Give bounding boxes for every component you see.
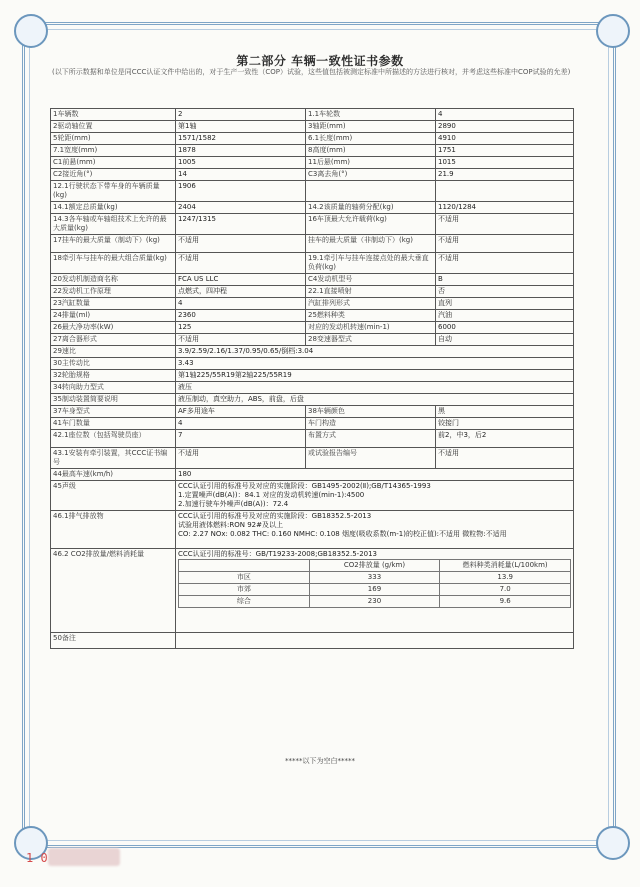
field-label: 11后悬(mm) <box>306 157 436 169</box>
field-value: B <box>436 274 574 286</box>
field-value: 不适用 <box>176 334 306 346</box>
co2-header: CO2排放量 (g/km) <box>309 560 440 572</box>
table-row <box>51 334 574 346</box>
field-label: 35制动装置简要说明 <box>51 394 176 406</box>
co2-cell: 230 <box>309 596 440 608</box>
field-label: 50备注 <box>51 633 176 649</box>
page-number: 1 0 <box>26 851 48 865</box>
table-row <box>51 358 574 370</box>
field-label: 44最高车速(km/h) <box>51 469 176 481</box>
field-label: C2接近角(°) <box>51 169 176 181</box>
table-row <box>51 418 574 430</box>
field-label: 18牵引车与挂车的最大组合质量(kg) <box>51 253 176 274</box>
field-label: 23汽缸数量 <box>51 298 176 310</box>
field-value: 1247/1315 <box>176 214 306 235</box>
field-value: 21.9 <box>436 169 574 181</box>
table-row <box>51 394 574 406</box>
field-value: 1571/1582 <box>176 133 306 145</box>
table-row <box>51 633 574 649</box>
field-value <box>176 549 574 633</box>
emission-line: CO: 2.27 NOx: 0.082 THC: 0.160 NMHC: 0.108 烟度(吸收系数(m-1)的校正值):不适用 微粒物:不适用 <box>178 530 507 538</box>
corner-ornament-icon <box>596 14 630 48</box>
field-value: 第1轴 <box>176 121 306 133</box>
field-value: 否 <box>436 286 574 298</box>
field-label: 46.2 CO2排放量/燃料消耗量 <box>51 549 176 633</box>
field-label: 20发动机制造商名称 <box>51 274 176 286</box>
field-value: 1005 <box>176 157 306 169</box>
field-label: C3离去角(°) <box>306 169 436 181</box>
field-value: FCA US LLC <box>176 274 306 286</box>
co2-header <box>179 560 310 572</box>
field-label: 25燃料种类 <box>306 310 436 322</box>
field-value: AF多用途车 <box>176 406 306 418</box>
table-row <box>51 181 574 202</box>
field-label: 30主传动比 <box>51 358 176 370</box>
field-label: 车门构造 <box>306 418 436 430</box>
field-value: 14 <box>176 169 306 181</box>
table-row <box>51 511 574 549</box>
field-value: 1120/1284 <box>436 202 574 214</box>
field-value: 4 <box>176 298 306 310</box>
table-row <box>51 121 574 133</box>
field-label: 7.1宽度(mm) <box>51 145 176 157</box>
page-title: 第二部分 车辆一致性证书参数 <box>236 54 404 68</box>
table-row <box>51 481 574 511</box>
sound-line: CCC认证引用的标准号及对应的实施阶段：GB1495-2002(Ⅱ);GB/T14365-1993 <box>178 482 431 490</box>
field-label: 28变速器型式 <box>306 334 436 346</box>
field-value: 1751 <box>436 145 574 157</box>
field-label: 或试验报告编号 <box>306 448 436 469</box>
field-label: 14.3各车轴或车轴组技术上允许的最大质量(kg) <box>51 214 176 235</box>
corner-ornament-icon <box>14 14 48 48</box>
co2-cell: 13.9 <box>440 572 571 584</box>
field-value: 3.9/2.59/2.16/1.37/0.95/0.65/倒档:3.04 <box>176 346 574 358</box>
field-value: 前2，中3，后2 <box>436 430 574 448</box>
table-row <box>51 109 574 121</box>
field-label: 29速比 <box>51 346 176 358</box>
co2-standard: CCC认证引用的标准号：GB/T19233-2008;GB18352.5-2013 <box>178 550 378 558</box>
field-value: 1878 <box>176 145 306 157</box>
field-value <box>176 511 574 549</box>
table-row <box>51 370 574 382</box>
field-label <box>306 181 436 202</box>
table-row <box>51 202 574 214</box>
table-row <box>51 469 574 481</box>
co2-cell: 333 <box>309 572 440 584</box>
field-label: 45声级 <box>51 481 176 511</box>
field-value: 4 <box>176 418 306 430</box>
field-value: 不适用 <box>176 253 306 274</box>
field-value: 直列 <box>436 298 574 310</box>
corner-ornament-icon <box>596 826 630 860</box>
field-label: 38车辆颜色 <box>306 406 436 418</box>
field-label: 布置方式 <box>306 430 436 448</box>
field-label: 3轴距(mm) <box>306 121 436 133</box>
field-value: 铰接门 <box>436 418 574 430</box>
field-label: C1前悬(mm) <box>51 157 176 169</box>
spec-table <box>50 108 574 649</box>
co2-cell: 169 <box>309 584 440 596</box>
field-value: 不适用 <box>436 214 574 235</box>
co2-cell: 9.6 <box>440 596 571 608</box>
field-value <box>176 633 574 649</box>
field-label: 27离合器形式 <box>51 334 176 346</box>
field-label: 14.2该质量的轴荷分配(kg) <box>306 202 436 214</box>
table-row <box>51 157 574 169</box>
field-label: 16车顶最大允许载荷(kg) <box>306 214 436 235</box>
field-value: 第1轴225/55R19第2轴225/55R19 <box>176 370 574 382</box>
table-row <box>51 298 574 310</box>
table-row <box>51 430 574 448</box>
field-label: 34转向助力型式 <box>51 382 176 394</box>
field-label: 37车身型式 <box>51 406 176 418</box>
field-label: 22发动机工作原理 <box>51 286 176 298</box>
field-label: 汽缸排列形式 <box>306 298 436 310</box>
sound-line: 2.加速行驶车外噪声(dB(A))：72.4 <box>178 500 289 508</box>
field-value: 液压 <box>176 382 574 394</box>
field-value: 点燃式，四冲程 <box>176 286 306 298</box>
table-row <box>51 169 574 181</box>
field-label: 对应的发动机转速(min-1) <box>306 322 436 334</box>
field-value: 不适用 <box>436 448 574 469</box>
field-label: 6.1长度(mm) <box>306 133 436 145</box>
field-value: 2 <box>176 109 306 121</box>
field-value <box>436 181 574 202</box>
field-value: 汽油 <box>436 310 574 322</box>
field-value: 1015 <box>436 157 574 169</box>
field-value: 2360 <box>176 310 306 322</box>
table-row <box>51 322 574 334</box>
emission-line: CCC认证引用的标准号及对应的实施阶段：GB18352.5-2013 <box>178 512 372 520</box>
co2-header: 燃料种类消耗量(L/100km) <box>440 560 571 572</box>
header-note: (以下所示数据和单位是同CCC认证文件中给出的，对于生产一致性（COP）试验，这些值包括被测定标准中所描述的方法进行核对，并考虑这些标准中COP试验的允差) <box>52 68 571 76</box>
field-label: 8高度(mm) <box>306 145 436 157</box>
field-label: 22.1直接喷射 <box>306 286 436 298</box>
field-value: 自动 <box>436 334 574 346</box>
co2-cell: 综合 <box>179 596 310 608</box>
field-value: 4910 <box>436 133 574 145</box>
blank-below-note: *****以下为空白***** <box>285 757 355 765</box>
field-label: 5轮距(mm) <box>51 133 176 145</box>
table-row <box>51 145 574 157</box>
table-row <box>51 310 574 322</box>
field-label: 26最大净功率(kW) <box>51 322 176 334</box>
table-row <box>51 235 574 253</box>
table-row <box>51 346 574 358</box>
table-row <box>51 253 574 274</box>
table-row <box>51 286 574 298</box>
table-row <box>51 382 574 394</box>
field-value: 7 <box>176 430 306 448</box>
field-label: 46.1排气排放物 <box>51 511 176 549</box>
table-row <box>51 214 574 235</box>
field-label: 1车辆数 <box>51 109 176 121</box>
field-label: 12.1行驶状态下带车身的车辆质量(kg) <box>51 181 176 202</box>
table-row <box>51 274 574 286</box>
field-label: 42.1座位数（包括驾驶员座） <box>51 430 176 448</box>
field-label: 1.1车轮数 <box>306 109 436 121</box>
field-label: 41车门数量 <box>51 418 176 430</box>
field-label: C4发动机型号 <box>306 274 436 286</box>
co2-cell: 市区 <box>179 572 310 584</box>
field-label: 43.1安装有牵引装置，其CCC证书编号 <box>51 448 176 469</box>
emission-line: 试验用液体燃料:RON 92#及以上 <box>178 521 283 529</box>
table-row <box>51 448 574 469</box>
field-value <box>176 481 574 511</box>
sound-line: 1.定置噪声(dB(A))：84.1 对应的发动机转速(min-1):4500 <box>178 491 365 499</box>
field-label: 32轮胎规格 <box>51 370 176 382</box>
field-label: 24排量(ml) <box>51 310 176 322</box>
field-value: 2890 <box>436 121 574 133</box>
field-label: 17挂车的最大质量（制动下）(kg) <box>51 235 176 253</box>
field-label: 挂车的最大质量（非制动下）(kg) <box>306 235 436 253</box>
field-value: 180 <box>176 469 574 481</box>
field-value: 125 <box>176 322 306 334</box>
table-row <box>51 133 574 145</box>
field-label: 2驱动轴位置 <box>51 121 176 133</box>
co2-cell: 7.0 <box>440 584 571 596</box>
co2-table <box>178 559 571 608</box>
table-row <box>51 549 574 633</box>
field-value: 不适用 <box>176 448 306 469</box>
field-value: 液压制动，真空助力，ABS，前盘，后盘 <box>176 394 574 406</box>
field-value: 不适用 <box>176 235 306 253</box>
table-row <box>51 406 574 418</box>
field-value: 黑 <box>436 406 574 418</box>
field-label: 14.1额定总质量(kg) <box>51 202 176 214</box>
field-value: 不适用 <box>436 253 574 274</box>
field-value: 2404 <box>176 202 306 214</box>
field-value: 4 <box>436 109 574 121</box>
field-value: 1906 <box>176 181 306 202</box>
redacted-area <box>48 848 120 866</box>
field-label: 19.1牵引车与挂车连接点处的最大垂直负荷(kg) <box>306 253 436 274</box>
field-value: 3.43 <box>176 358 574 370</box>
field-value: 不适用 <box>436 235 574 253</box>
field-value: 6000 <box>436 322 574 334</box>
co2-cell: 市郊 <box>179 584 310 596</box>
